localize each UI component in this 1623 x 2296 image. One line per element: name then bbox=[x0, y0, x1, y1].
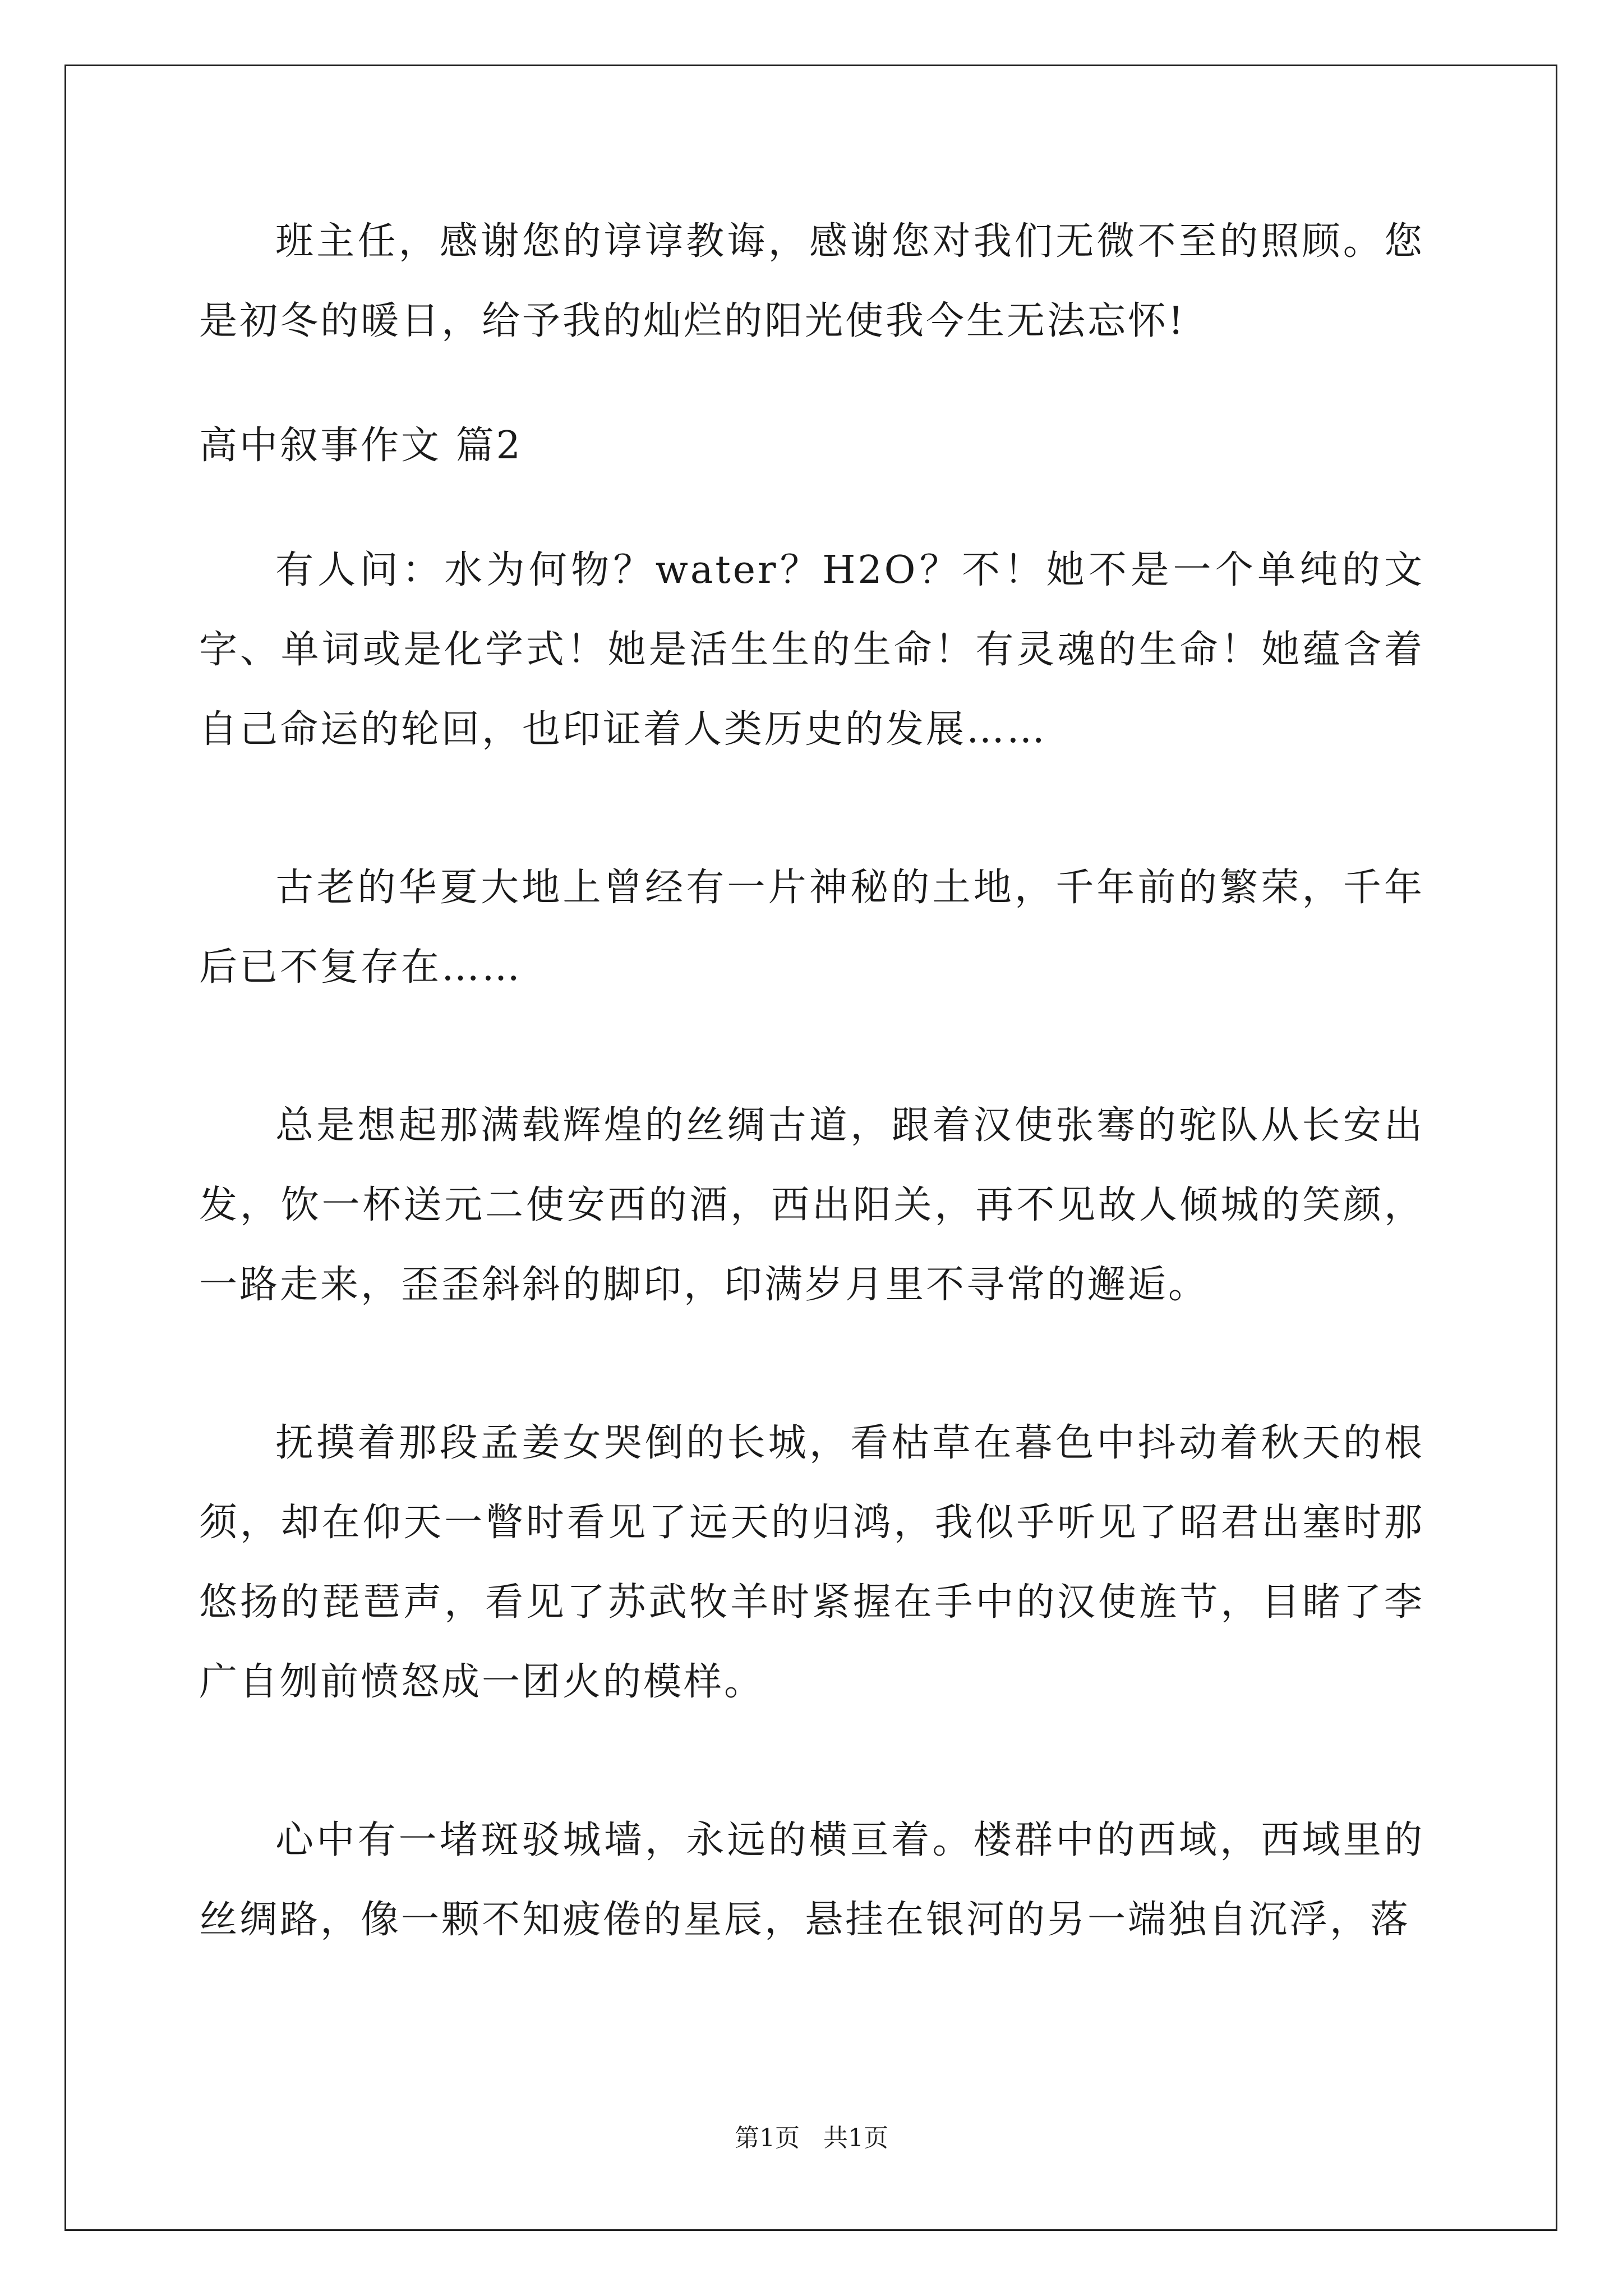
paragraph-3: 总是想起那满载辉煌的丝绸古道，跟着汉使张骞的驼队从长安出发，饮一杯送元二使安西的酒，西出阳关，再不见故人倾城的笑颜，一路走来，歪歪斜斜的脚印，印满岁月里不寻常的邂逅。 bbox=[199, 1103, 1424, 1307]
paragraph-4: 抚摸着那段孟姜女哭倒的长城，看枯草在暮色中抖动着秋天的根须，却在仰天一瞥时看见了远天的归鸿，我似乎听见了昭君出塞时那悠扬的琵琶声，看见了苏武牧羊时紧握在手中的汉使旌节，目睹了李广自刎前愤怒成一团火的模样。 bbox=[199, 1421, 1424, 1704]
paragraph-closing: 班主任，感谢您的谆谆教诲，感谢您对我们无微不至的照顾。您是初冬的暖日，给予我的灿烂的阳光使我今生无法忘怀! bbox=[199, 219, 1424, 343]
page-number: 第1页 bbox=[735, 2124, 800, 2152]
document-body bbox=[199, 202, 1424, 2039]
paragraph-2: 古老的华夏大地上曾经有一片神秘的土地，千年前的繁荣，千年后已不复存在…… bbox=[199, 866, 1424, 990]
paragraph-5: 心中有一堵斑驳城墙，永远的横亘着。楼群中的西域，西域里的丝绸路，像一颗不知疲倦的星辰，悬挂在银河的另一端独自沉浮，落 bbox=[199, 1818, 1424, 1942]
section-title: 高中叙事作文 篇2 bbox=[199, 424, 523, 468]
page-total: 共1页 bbox=[823, 2124, 888, 2152]
paragraph-1: 有人问：水为何物？water？H2O？不！她不是一个单纯的文字、单词或是化学式！她是活生生的生命！有灵魂的生命！她蕴含着自己命运的轮回，也印证着人类历史的发展…… bbox=[199, 548, 1424, 752]
page-footer bbox=[0, 2118, 1623, 2154]
